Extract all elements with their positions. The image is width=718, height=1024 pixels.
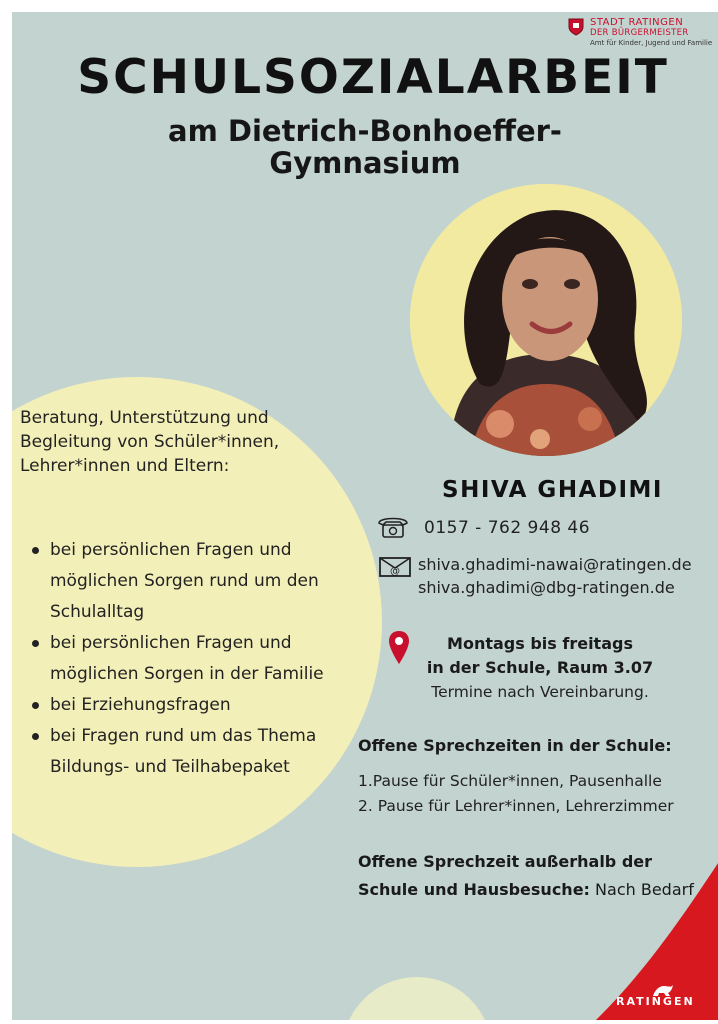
coat-of-arms-icon [568,18,584,36]
list-item [32,690,332,721]
intro-text: Beratung, Unterstützung und Begleitung von Schüler*innen, Lehrer*innen und Eltern: [20,408,280,476]
ratingen-brand-wordmark: RATINGEN [616,995,695,1008]
list-item [32,628,332,690]
envelope-at-icon [378,555,412,579]
bullet-dot-icon [32,547,39,554]
small-circle-decoration [342,977,492,1020]
svg-text:@: @ [390,566,400,577]
telephone-icon [376,514,410,540]
stadt-ratingen-logo [566,17,718,53]
external-hours-line-1: Offene Sprechzeit außerhalb der [358,852,653,871]
contact-name: SHIVA GHADIMI [442,477,663,503]
subtitle-line-1: am Dietrich-Bonhoeffer- [168,114,562,148]
bullet-text: bei persönlichen Fragen und möglichen Sorgen rund um den Schulalltag [50,540,319,622]
email-link-1[interactable]: shiva.ghadimi-nawai@ratingen.de [418,555,692,574]
portrait-illustration [410,184,682,456]
bullet-dot-icon [32,733,39,740]
bullet-text: bei Fragen rund um das Thema Bildungs- und Teilhabepaket [50,726,317,777]
phone-number[interactable]: 0157 - 762 948 46 [424,518,591,538]
location-line-1: Montags bis freitags [447,634,633,653]
subtitle-line-2: Gymnasium [269,146,461,180]
office-hours-item-2: 2. Pause für Lehrer*innen, Lehrerzimmer [358,797,674,815]
logo-line-2: DER BÜRGERMEISTER [590,28,689,38]
external-hours-bold: Schule und Hausbesuche: [358,880,590,899]
bullet-list [32,535,332,783]
external-hours-rest: Nach Bedarf [589,880,694,899]
bullet-dot-icon [32,702,39,709]
location-line-2: in der Schule, Raum 3.07 [426,658,654,677]
office-hours-item-1: 1.Pause für Schüler*innen, Pausenhalle [358,772,662,790]
list-item [32,721,332,783]
email-link-2[interactable]: shiva.ghadimi@dbg-ratingen.de [418,578,675,597]
location-line-3: Termine nach Vereinbarung. [431,683,649,701]
logo-line-3: Amt für Kinder, Jugend und Familie [590,39,713,47]
logo-line-1: STADT RATINGEN [590,17,684,28]
location-pin-icon [388,630,410,666]
external-hours-line-2 [358,880,694,899]
office-hours-title: Offene Sprechzeiten in der Schule: [358,736,672,755]
page-title: SCHULSOZIALARBEIT [77,50,669,105]
portrait-photo [410,184,682,456]
list-item [32,535,332,628]
bullet-dot-icon [32,640,39,647]
bullet-text: bei Erziehungsfragen [50,695,231,715]
bullet-text: bei persönlichen Fragen und möglichen Sorgen in der Familie [50,633,324,684]
